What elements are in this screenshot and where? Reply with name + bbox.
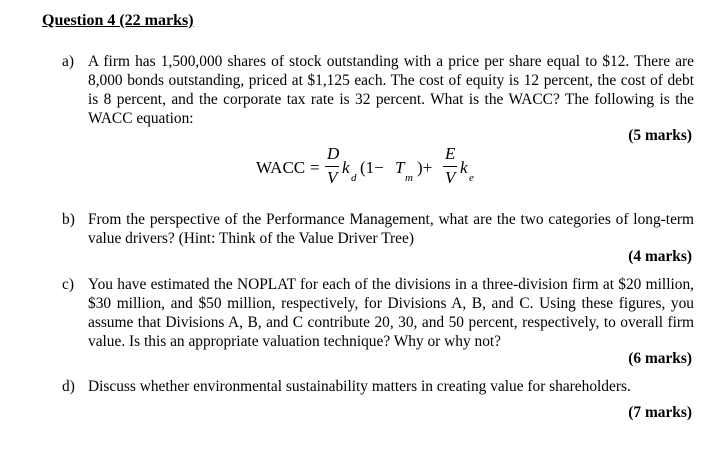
question-b-label: b) <box>62 211 75 228</box>
question-c-label: c) <box>62 276 74 293</box>
question-a-label: a) <box>62 53 74 70</box>
question-heading: Question 4 (22 marks) <box>42 12 194 29</box>
fraction-d-numerator: D <box>327 144 340 163</box>
fraction-e-denominator: V <box>445 168 456 187</box>
formula-ke-subscript: e <box>469 172 474 184</box>
question-b <box>62 210 694 248</box>
question-c-text: You have estimated the NOPLAT for each of the divisions in a three-division firm at $20 million, $30 million, and $50 million, respectively, for Divisions A, B, and C. Using these figures, you assume that Divisions A, B, and C contribute 20, 30, and 50 percent, respectively, to overall firm value. Is this an appropriate valuation technique? Why or why not? <box>88 276 694 350</box>
formula-ke: k <box>460 158 468 177</box>
formula-kd: k <box>342 158 350 177</box>
formula-equals: = <box>310 158 320 177</box>
question-c <box>62 275 694 351</box>
fraction-e-bar <box>443 166 457 167</box>
question-b-text: From the perspective of the Performance Management, what are the two categories of long-term value drivers? (Hint: Think of the Value Driver Tree) <box>88 211 694 247</box>
formula-paren-open: (1− <box>360 158 384 177</box>
question-a-text: A firm has 1,500,000 shares of stock outstanding with a price per share equal to $12. There are 8,000 bonds outstanding, priced at $1,125 each. The cost of equity is 12 percent, the cost of debt is 8 percent, and the corporate tax rate is 32 percent. What is the WACC? The following is the WACC equation: <box>88 53 694 127</box>
formula-tax: T <box>395 158 405 177</box>
question-d-marks: (7 marks) <box>628 404 692 421</box>
question-c-marks: (6 marks) <box>628 350 692 367</box>
question-a <box>62 52 694 128</box>
fraction-e-numerator: E <box>445 144 456 163</box>
formula-lhs: WACC <box>256 158 306 177</box>
question-d <box>62 377 694 396</box>
question-a-marks: (5 marks) <box>628 127 692 144</box>
question-d-label: d) <box>62 378 75 395</box>
question-b-marks: (4 marks) <box>628 248 692 265</box>
formula-paren-close: )+ <box>417 158 433 177</box>
fraction-d-bar <box>325 166 339 167</box>
fraction-d-denominator: V <box>327 168 338 187</box>
wacc-formula <box>256 144 496 194</box>
formula-kd-subscript: d <box>351 172 357 184</box>
formula-tax-subscript: m <box>405 172 413 184</box>
question-d-text: Discuss whether environmental sustainability matters in creating value for shareholders. <box>88 378 631 395</box>
